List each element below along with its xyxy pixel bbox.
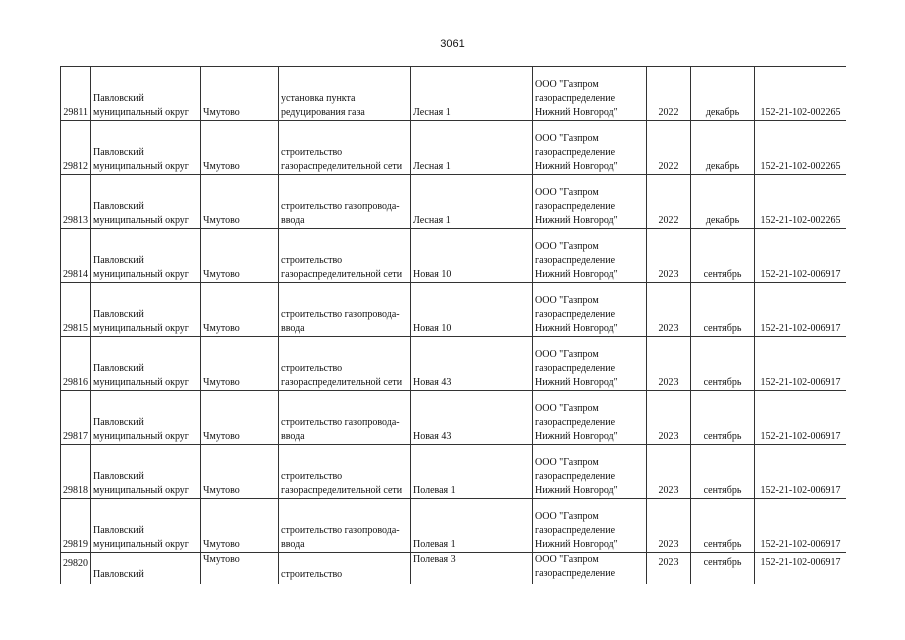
district-line: муниципальный округ (93, 431, 189, 442)
supplier-cell (533, 553, 647, 585)
program-code-cell: 152-21-102-002265 (755, 67, 847, 121)
table-row (61, 283, 847, 337)
street-cell: Новая 10 (411, 283, 533, 337)
month-cell: декабрь (691, 121, 755, 175)
row-number-cell: 29817 (61, 391, 91, 445)
district-cell (91, 445, 201, 499)
locality-cell: Чмутово (201, 391, 279, 445)
street-cell: Новая 43 (411, 391, 533, 445)
row-number-cell: 29819 (61, 499, 91, 553)
supplier-line: газораспределение (535, 309, 616, 320)
work-type-cell (279, 445, 411, 499)
work-type-line: газораспределительной сети (281, 161, 403, 172)
district-line: Павловский (93, 93, 144, 104)
registry-table (60, 66, 846, 584)
work-type-line: ввода (281, 539, 305, 550)
supplier-line: Нижний Новгород" (535, 431, 618, 442)
supplier-line: ООО "Газпром (535, 241, 599, 252)
locality-cell: Чмутово (201, 229, 279, 283)
table-row (61, 499, 847, 553)
month-cell: сентябрь (691, 445, 755, 499)
registry-body (61, 67, 847, 585)
district-cell (91, 337, 201, 391)
supplier-line: Нижний Новгород" (535, 323, 618, 334)
locality-cell: Чмутово (201, 499, 279, 553)
supplier-line: газораспределение (535, 471, 616, 482)
work-type-line: строительство газопровода- (281, 417, 400, 428)
table-row (61, 337, 847, 391)
street-cell: Полевая 3 (411, 553, 533, 585)
work-type-line: ввода (281, 215, 305, 226)
supplier-line: газораспределение (535, 363, 616, 374)
supplier-line: ООО "Газпром (535, 349, 599, 360)
street-cell: Новая 10 (411, 229, 533, 283)
supplier-line: газораспределение (535, 417, 616, 428)
program-code-cell: 152-21-102-006917 (755, 445, 847, 499)
page-number: 3061 (440, 38, 465, 50)
district-cell (91, 499, 201, 553)
district-line: муниципальный округ (93, 107, 189, 118)
district-cell (91, 283, 201, 337)
district-line: муниципальный округ (93, 485, 189, 496)
row-number-cell: 29812 (61, 121, 91, 175)
district-line: Павловский (93, 525, 144, 536)
district-line: муниципальный округ (93, 215, 189, 226)
work-type-line: строительство газопровода- (281, 525, 400, 536)
supplier-cell (533, 121, 647, 175)
work-type-line: строительство (281, 363, 343, 374)
supplier-line: Нижний Новгород" (535, 161, 618, 172)
district-line: Павловский (93, 255, 144, 266)
supplier-line: ООО "Газпром (535, 295, 599, 306)
district-line: муниципальный округ (93, 269, 189, 280)
supplier-cell (533, 337, 647, 391)
table-row (61, 445, 847, 499)
work-type-line: строительство (281, 255, 343, 266)
row-number-cell: 29813 (61, 175, 91, 229)
year-cell: 2023 (647, 553, 691, 585)
supplier-cell (533, 283, 647, 337)
program-code-cell: 152-21-102-006917 (755, 499, 847, 553)
street-cell: Лесная 1 (411, 121, 533, 175)
registry-sheet (60, 66, 846, 584)
district-line: Павловский (93, 147, 144, 158)
street-cell: Новая 43 (411, 337, 533, 391)
year-cell: 2022 (647, 67, 691, 121)
month-cell: сентябрь (691, 283, 755, 337)
district-line: муниципальный округ (93, 161, 189, 172)
row-number-cell: 29814 (61, 229, 91, 283)
year-cell: 2022 (647, 175, 691, 229)
supplier-line: ООО "Газпром (535, 403, 599, 414)
district-line: Павловский (93, 309, 144, 320)
locality-cell: Чмутово (201, 67, 279, 121)
month-cell: сентябрь (691, 391, 755, 445)
work-type-line: установка пункта (281, 93, 356, 104)
supplier-cell (533, 499, 647, 553)
district-line: Павловский (93, 471, 144, 482)
work-type-cell (279, 553, 411, 585)
supplier-line: Нижний Новгород" (535, 107, 618, 118)
supplier-line: газораспределение (535, 93, 616, 104)
district-cell (91, 229, 201, 283)
supplier-line: газораспределение (535, 147, 616, 158)
district-cell (91, 121, 201, 175)
row-number-cell: 29816 (61, 337, 91, 391)
work-type-line: строительство (281, 471, 343, 482)
locality-cell: Чмутово (201, 337, 279, 391)
locality-cell: Чмутово (201, 445, 279, 499)
work-type-line: строительство (281, 569, 343, 580)
supplier-line: ООО "Газпром (535, 79, 599, 90)
supplier-line: Нижний Новгород" (535, 215, 618, 226)
supplier-line: газораспределение (535, 525, 616, 536)
table-row (61, 229, 847, 283)
month-cell: декабрь (691, 175, 755, 229)
work-type-line: газораспределительной сети (281, 485, 403, 496)
program-code-cell: 152-21-102-006917 (755, 283, 847, 337)
year-cell: 2022 (647, 121, 691, 175)
supplier-line: ООО "Газпром (535, 187, 599, 198)
district-cell (91, 67, 201, 121)
program-code-cell: 152-21-102-006917 (755, 229, 847, 283)
locality-cell: Чмутово (201, 283, 279, 337)
supplier-line: ООО "Газпром (535, 133, 599, 144)
supplier-cell (533, 445, 647, 499)
year-cell: 2023 (647, 499, 691, 553)
supplier-line: Нижний Новгород" (535, 485, 618, 496)
supplier-line: газораспределение (535, 201, 616, 212)
program-code-cell: 152-21-102-006917 (755, 337, 847, 391)
month-cell: сентябрь (691, 229, 755, 283)
year-cell: 2023 (647, 283, 691, 337)
work-type-line: газораспределительной сети (281, 377, 403, 388)
work-type-cell (279, 175, 411, 229)
year-cell: 2023 (647, 445, 691, 499)
table-row (61, 391, 847, 445)
supplier-line: ООО "Газпром (535, 511, 599, 522)
work-type-line: строительство (281, 147, 343, 158)
work-type-cell (279, 499, 411, 553)
work-type-cell (279, 337, 411, 391)
locality-cell: Чмутово (201, 121, 279, 175)
table-row (61, 175, 847, 229)
district-line: Павловский (93, 201, 144, 212)
district-line: муниципальный округ (93, 377, 189, 388)
work-type-line: строительство газопровода- (281, 201, 400, 212)
work-type-line: редуцирования газа (281, 107, 365, 118)
street-cell: Лесная 1 (411, 67, 533, 121)
district-line: Павловский (93, 417, 144, 428)
supplier-cell (533, 391, 647, 445)
work-type-line: ввода (281, 431, 305, 442)
program-code-cell: 152-21-102-002265 (755, 121, 847, 175)
work-type-line: ввода (281, 323, 305, 334)
row-number-cell: 29811 (61, 67, 91, 121)
program-code-cell: 152-21-102-006917 (755, 391, 847, 445)
supplier-cell (533, 229, 647, 283)
row-number-cell: 29818 (61, 445, 91, 499)
month-cell: сентябрь (691, 553, 755, 585)
row-number-cell: 29820 (61, 553, 91, 585)
month-cell: декабрь (691, 67, 755, 121)
table-row (61, 553, 847, 585)
district-line: муниципальный округ (93, 539, 189, 550)
supplier-line: ООО "Газпром (535, 457, 599, 468)
work-type-line: строительство газопровода- (281, 309, 400, 320)
month-cell: сентябрь (691, 337, 755, 391)
district-line: Павловский (93, 363, 144, 374)
district-cell (91, 175, 201, 229)
street-cell: Лесная 1 (411, 175, 533, 229)
table-row (61, 121, 847, 175)
program-code-cell: 152-21-102-006917 (755, 553, 847, 585)
supplier-line: Нижний Новгород" (535, 539, 618, 550)
supplier-cell (533, 67, 647, 121)
month-cell: сентябрь (691, 499, 755, 553)
supplier-line: Нижний Новгород" (535, 269, 618, 280)
supplier-line: Нижний Новгород" (535, 377, 618, 388)
work-type-cell (279, 391, 411, 445)
locality-cell: Чмутово (201, 553, 279, 585)
work-type-line: газораспределительной сети (281, 269, 403, 280)
supplier-cell (533, 175, 647, 229)
year-cell: 2023 (647, 229, 691, 283)
district-line: муниципальный округ (93, 323, 189, 334)
work-type-cell (279, 283, 411, 337)
year-cell: 2023 (647, 337, 691, 391)
work-type-cell (279, 229, 411, 283)
district-cell (91, 553, 201, 585)
locality-cell: Чмутово (201, 175, 279, 229)
street-cell: Полевая 1 (411, 445, 533, 499)
work-type-cell (279, 67, 411, 121)
row-number-cell: 29815 (61, 283, 91, 337)
supplier-line: газораспределение (535, 568, 616, 579)
work-type-cell (279, 121, 411, 175)
street-cell: Полевая 1 (411, 499, 533, 553)
year-cell: 2023 (647, 391, 691, 445)
supplier-line: газораспределение (535, 255, 616, 266)
district-cell (91, 391, 201, 445)
table-row (61, 67, 847, 121)
program-code-cell: 152-21-102-002265 (755, 175, 847, 229)
district-line: Павловский (93, 569, 144, 580)
supplier-line: ООО "Газпром (535, 554, 599, 565)
